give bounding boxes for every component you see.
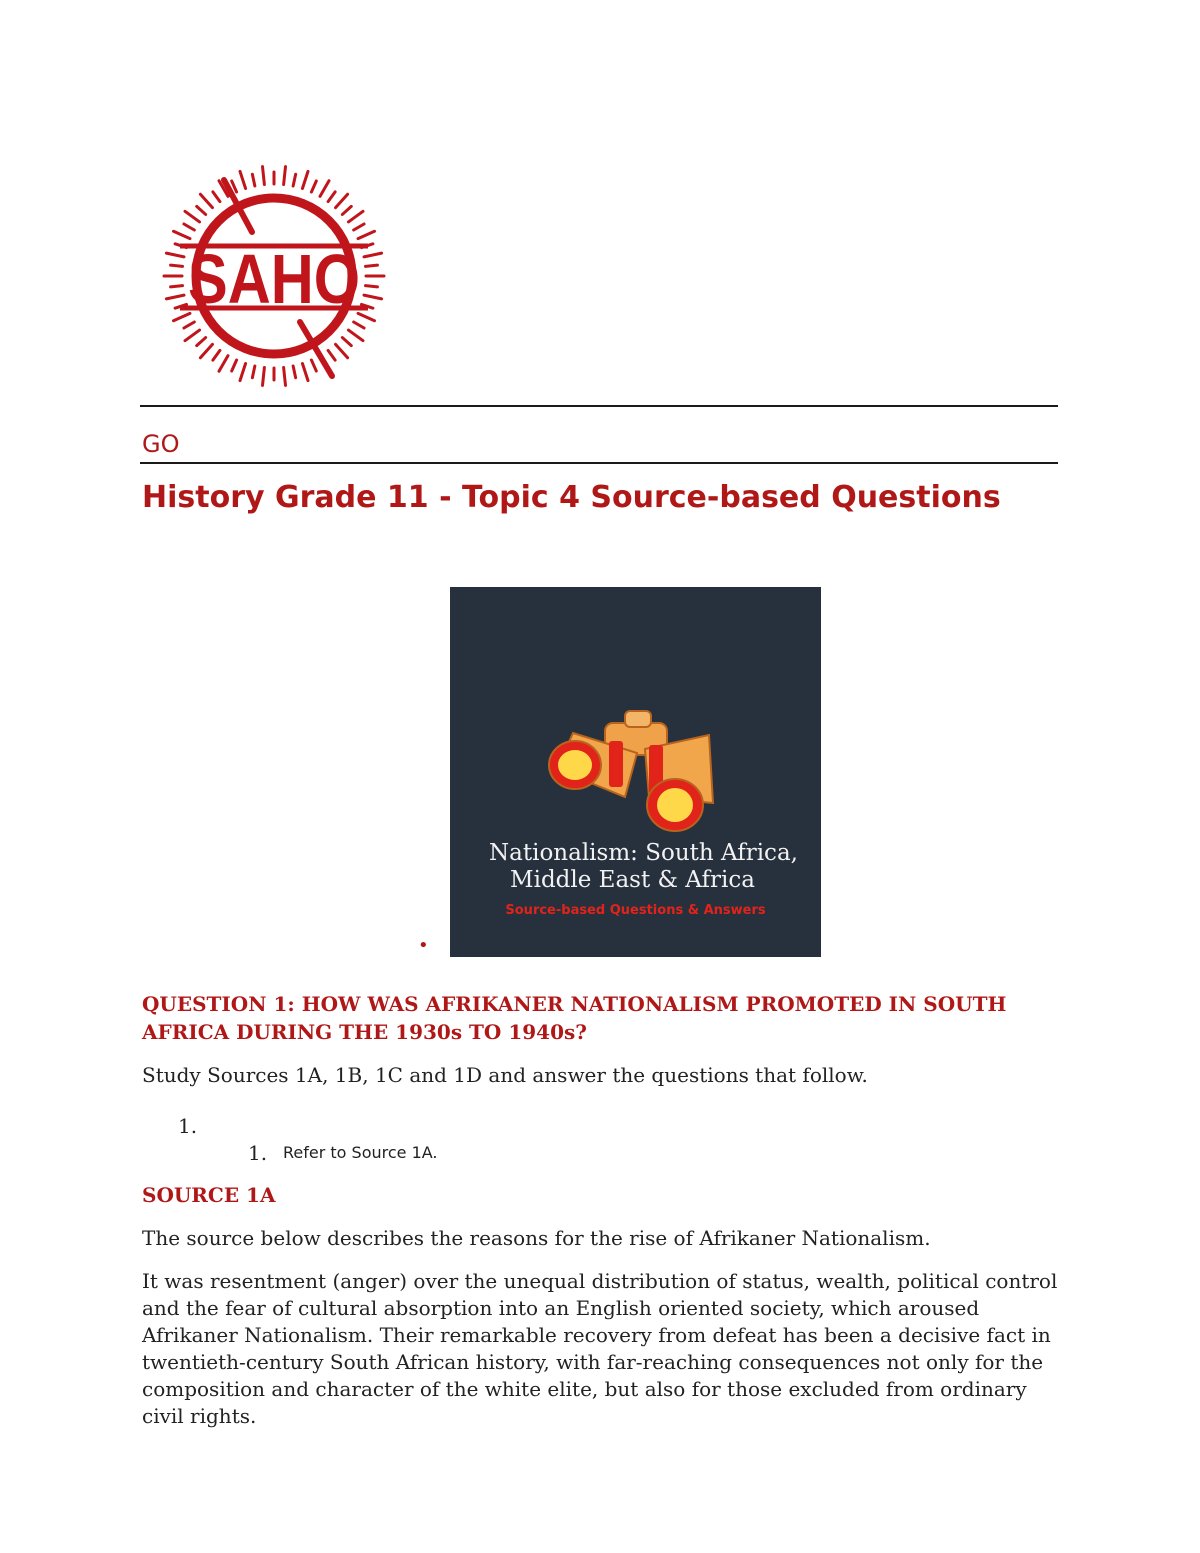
logo-tick (252, 174, 254, 186)
logo-tick (213, 350, 220, 360)
header-divider-bottom (140, 462, 1058, 464)
logo-tick (342, 206, 351, 214)
logo-tick (252, 366, 254, 378)
logo-tick (354, 224, 364, 230)
binoculars-icon (545, 705, 725, 845)
logo-tick (364, 295, 382, 299)
logo-tick (320, 181, 329, 197)
logo-tick (171, 286, 183, 287)
logo-tick (365, 286, 377, 287)
logo-tick (184, 322, 194, 328)
logo-tick (232, 360, 237, 371)
logo-tick (240, 363, 246, 380)
go-link[interactable]: GO (142, 430, 180, 458)
logo-tick (200, 344, 212, 357)
logo-tick (284, 167, 286, 185)
logo-tick (185, 330, 200, 341)
logo-tick (336, 194, 348, 207)
source-1a-intro: The source below describes the reasons for the rise of Afrikaner Nationalism. (142, 1226, 931, 1250)
logo-tick (364, 253, 382, 257)
logo-tick (263, 367, 265, 385)
logo-tick (200, 194, 212, 207)
page-title: History Grade 11 - Topic 4 Source-based Questions (142, 480, 1001, 515)
logo-tick (328, 350, 335, 360)
question-1-instruction: Study Sources 1A, 1B, 1C and 1D and answer the questions that follow. (142, 1063, 868, 1087)
saho-logo[interactable] (160, 162, 388, 390)
logo-tick (365, 265, 377, 266)
logo-tick (358, 231, 374, 238)
cover-title-line-2: Middle East & Africa (510, 867, 755, 893)
logo-tick (166, 253, 184, 257)
logo-tick (166, 295, 184, 299)
logo-tick (185, 211, 200, 222)
list-bullet: • (418, 935, 429, 956)
list-number-outer: 1. (178, 1114, 198, 1138)
logo-tick (240, 171, 246, 188)
saho-logo-graphic (160, 162, 388, 390)
logo-tick (293, 366, 295, 378)
logo-tick (174, 231, 190, 238)
question-1-heading: QUESTION 1: HOW WAS AFRIKANER NATIONALISM PROMOTED IN SOUTH AFRICA DURING THE 1930s TO 1940s? (142, 992, 1007, 1044)
logo-tick (302, 171, 308, 188)
logo-tick (342, 338, 351, 346)
source-1a-heading: SOURCE 1A (142, 1183, 276, 1207)
logo-tick (184, 224, 194, 230)
cover-image (450, 587, 821, 957)
logo-tick (293, 174, 295, 186)
logo-tick (354, 322, 364, 328)
logo-tick (197, 338, 206, 346)
logo-tick (328, 192, 335, 202)
logo-tick (284, 367, 286, 385)
logo-tick (336, 344, 348, 357)
source-1a-body: It was resentment (anger) over the unequal distribution of status, wealth, political control and the fear of cultural absorption into an English oriented society, which aroused Afrikaner Nationalism. Their remarkable recovery from defeat has been a decisive fact in twentieth-century South African history, with far-reaching consequences not only for the composition and character of the white elite, but also for those excluded from ordinary civil rights. (142, 1269, 1058, 1428)
logo-tick (171, 265, 183, 266)
logo-text: SAHO (188, 240, 360, 318)
logo-tick (348, 211, 363, 222)
logo-tick (311, 360, 316, 371)
logo-tick (213, 192, 220, 202)
logo-tick (311, 181, 316, 192)
cover-title-line-1: Nationalism: South Africa, (489, 840, 798, 866)
header-divider-top (140, 405, 1058, 407)
list-item-refer: Refer to Source 1A. (283, 1143, 438, 1162)
logo-tick (358, 313, 374, 320)
cover-subtitle: Source-based Questions & Answers (505, 903, 766, 918)
list-number-inner: 1. (248, 1141, 268, 1165)
logo-tick (219, 356, 228, 372)
logo-tick (263, 167, 265, 185)
logo-tick (197, 206, 206, 214)
logo-tick (348, 330, 363, 341)
logo-tick (302, 363, 308, 380)
